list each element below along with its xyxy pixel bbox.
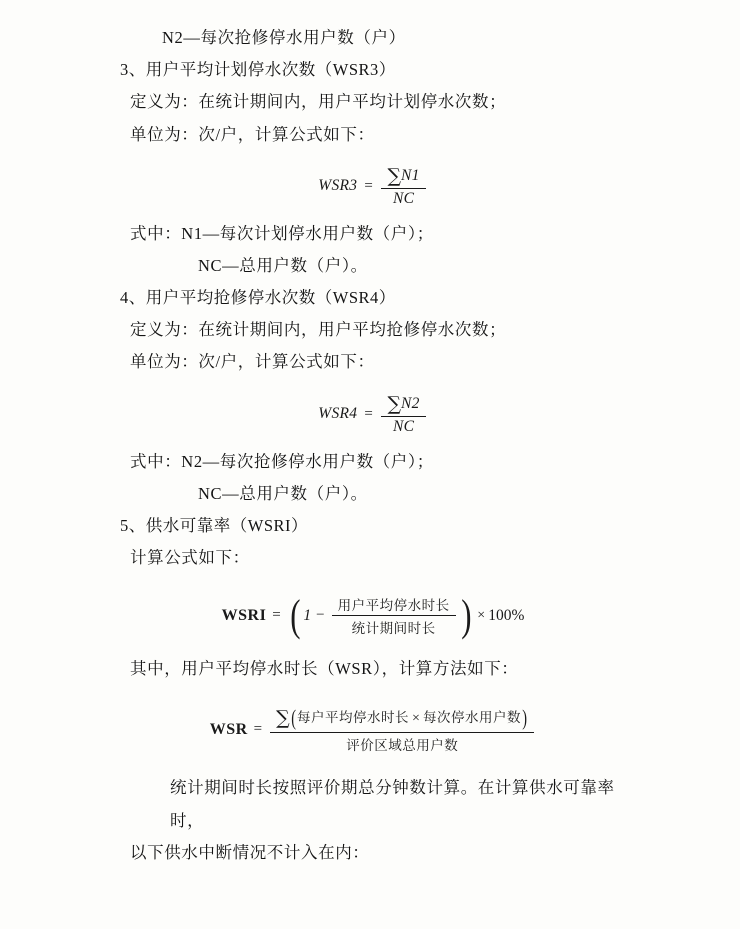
formula-wsri-fraction bbox=[332, 594, 456, 637]
text-line-n2-definition: N2—每次抢修停水用户数（户） bbox=[162, 28, 406, 47]
formula-wsr4 bbox=[108, 393, 638, 436]
formula-wsri-times: × bbox=[477, 607, 486, 623]
text-line-period-note: 统计期间时长按照评价期总分钟数计算。在计算供水可靠率时， bbox=[170, 778, 615, 830]
formula-wsri bbox=[108, 590, 638, 640]
formula-wsr4-fraction bbox=[381, 393, 425, 436]
sigma-icon: ∑ bbox=[387, 392, 402, 415]
text-line-exclusions-intro: 以下供水中断情况不计入在内： bbox=[130, 842, 370, 862]
document-body bbox=[108, 22, 638, 929]
formula-wsr4-numerator-var: N2 bbox=[401, 394, 420, 412]
formula-wsri-one: 1 bbox=[303, 606, 312, 624]
formula-wsr-close-paren: ) bbox=[522, 705, 527, 731]
sigma-icon: ∑ bbox=[276, 707, 290, 730]
text-line-wsri-formula-intro: 计算公式如下： bbox=[130, 548, 250, 568]
heading-wsri: 5、供水可靠率（WSRI） bbox=[120, 515, 308, 535]
formula-wsr-lhs: WSR bbox=[209, 720, 248, 738]
heading-wsr3: 3、用户平均计划停水次数（WSR3） bbox=[120, 60, 396, 80]
formula-wsr3-denominator: NC bbox=[392, 189, 415, 207]
formula-wsr3-numerator-var: N1 bbox=[401, 166, 420, 184]
formula-wsr4-equals: = bbox=[363, 405, 374, 422]
formula-wsr bbox=[108, 705, 638, 754]
page-bottom-space bbox=[108, 869, 638, 929]
formula-wsr-fraction bbox=[270, 705, 534, 754]
formula-wsri-close-paren: ) bbox=[460, 590, 472, 640]
formula-wsr3-lhs: WSR3 bbox=[318, 177, 358, 195]
formula-wsr-num-left: 每户平均停水时长 bbox=[297, 710, 410, 727]
heading-wsr4: 4、用户平均抢修停水次数（WSR4） bbox=[120, 288, 396, 308]
text-line-wsr4-where-n2: 式中：N2—每次抢修停水用户数（户）； bbox=[130, 451, 434, 471]
formula-wsr-numerator bbox=[270, 705, 534, 733]
text-line-wsr4-where-nc: NC—总用户数（户）。 bbox=[198, 483, 368, 503]
formula-wsr3 bbox=[108, 165, 638, 208]
formula-wsri-equals: = bbox=[272, 607, 281, 624]
text-line-wsr-intro: 其中，用户平均停水时长（WSR），计算方法如下： bbox=[130, 659, 519, 679]
text-line-wsr3-where-n1: 式中：N1—每次计划停水用户数（户）； bbox=[130, 223, 434, 243]
text-line-wsr3-definition: 定义为：在统计期间内，用户平均计划停水次数； bbox=[130, 92, 507, 112]
sigma-icon: ∑ bbox=[387, 164, 402, 187]
formula-wsr-times: × bbox=[412, 711, 420, 727]
text-line-wsr4-definition: 定义为：在统计期间内，用户平均抢修停水次数； bbox=[130, 320, 507, 340]
text-line-wsr3-unit: 单位为：次/户，计算公式如下： bbox=[130, 124, 375, 144]
text-line-wsr3-where-nc: NC—总用户数（户）。 bbox=[198, 255, 368, 275]
formula-wsri-minus: − bbox=[316, 607, 325, 624]
text-line-wsr4-unit: 单位为：次/户，计算公式如下： bbox=[130, 352, 375, 372]
formula-wsri-open-paren: ( bbox=[289, 590, 301, 640]
formula-wsr-open-paren: ( bbox=[291, 705, 296, 731]
formula-wsr4-numerator bbox=[381, 393, 425, 417]
formula-wsr-num-right: 每次停水用户数 bbox=[422, 710, 521, 727]
formula-wsri-denominator: 统计期间时长 bbox=[351, 621, 436, 638]
formula-wsr4-lhs: WSR4 bbox=[318, 405, 358, 423]
formula-wsr3-numerator bbox=[381, 165, 425, 189]
formula-wsr-equals: = bbox=[253, 721, 263, 738]
formula-wsr-denominator: 评价区域总用户数 bbox=[346, 738, 459, 755]
formula-wsri-percent: 100% bbox=[488, 606, 525, 624]
formula-wsri-lhs: WSRI bbox=[221, 606, 267, 624]
formula-wsr3-equals: = bbox=[363, 177, 374, 194]
formula-wsri-numerator: 用户平均停水时长 bbox=[332, 594, 456, 616]
formula-wsr4-denominator: NC bbox=[392, 417, 415, 435]
formula-wsr3-fraction bbox=[381, 165, 425, 208]
